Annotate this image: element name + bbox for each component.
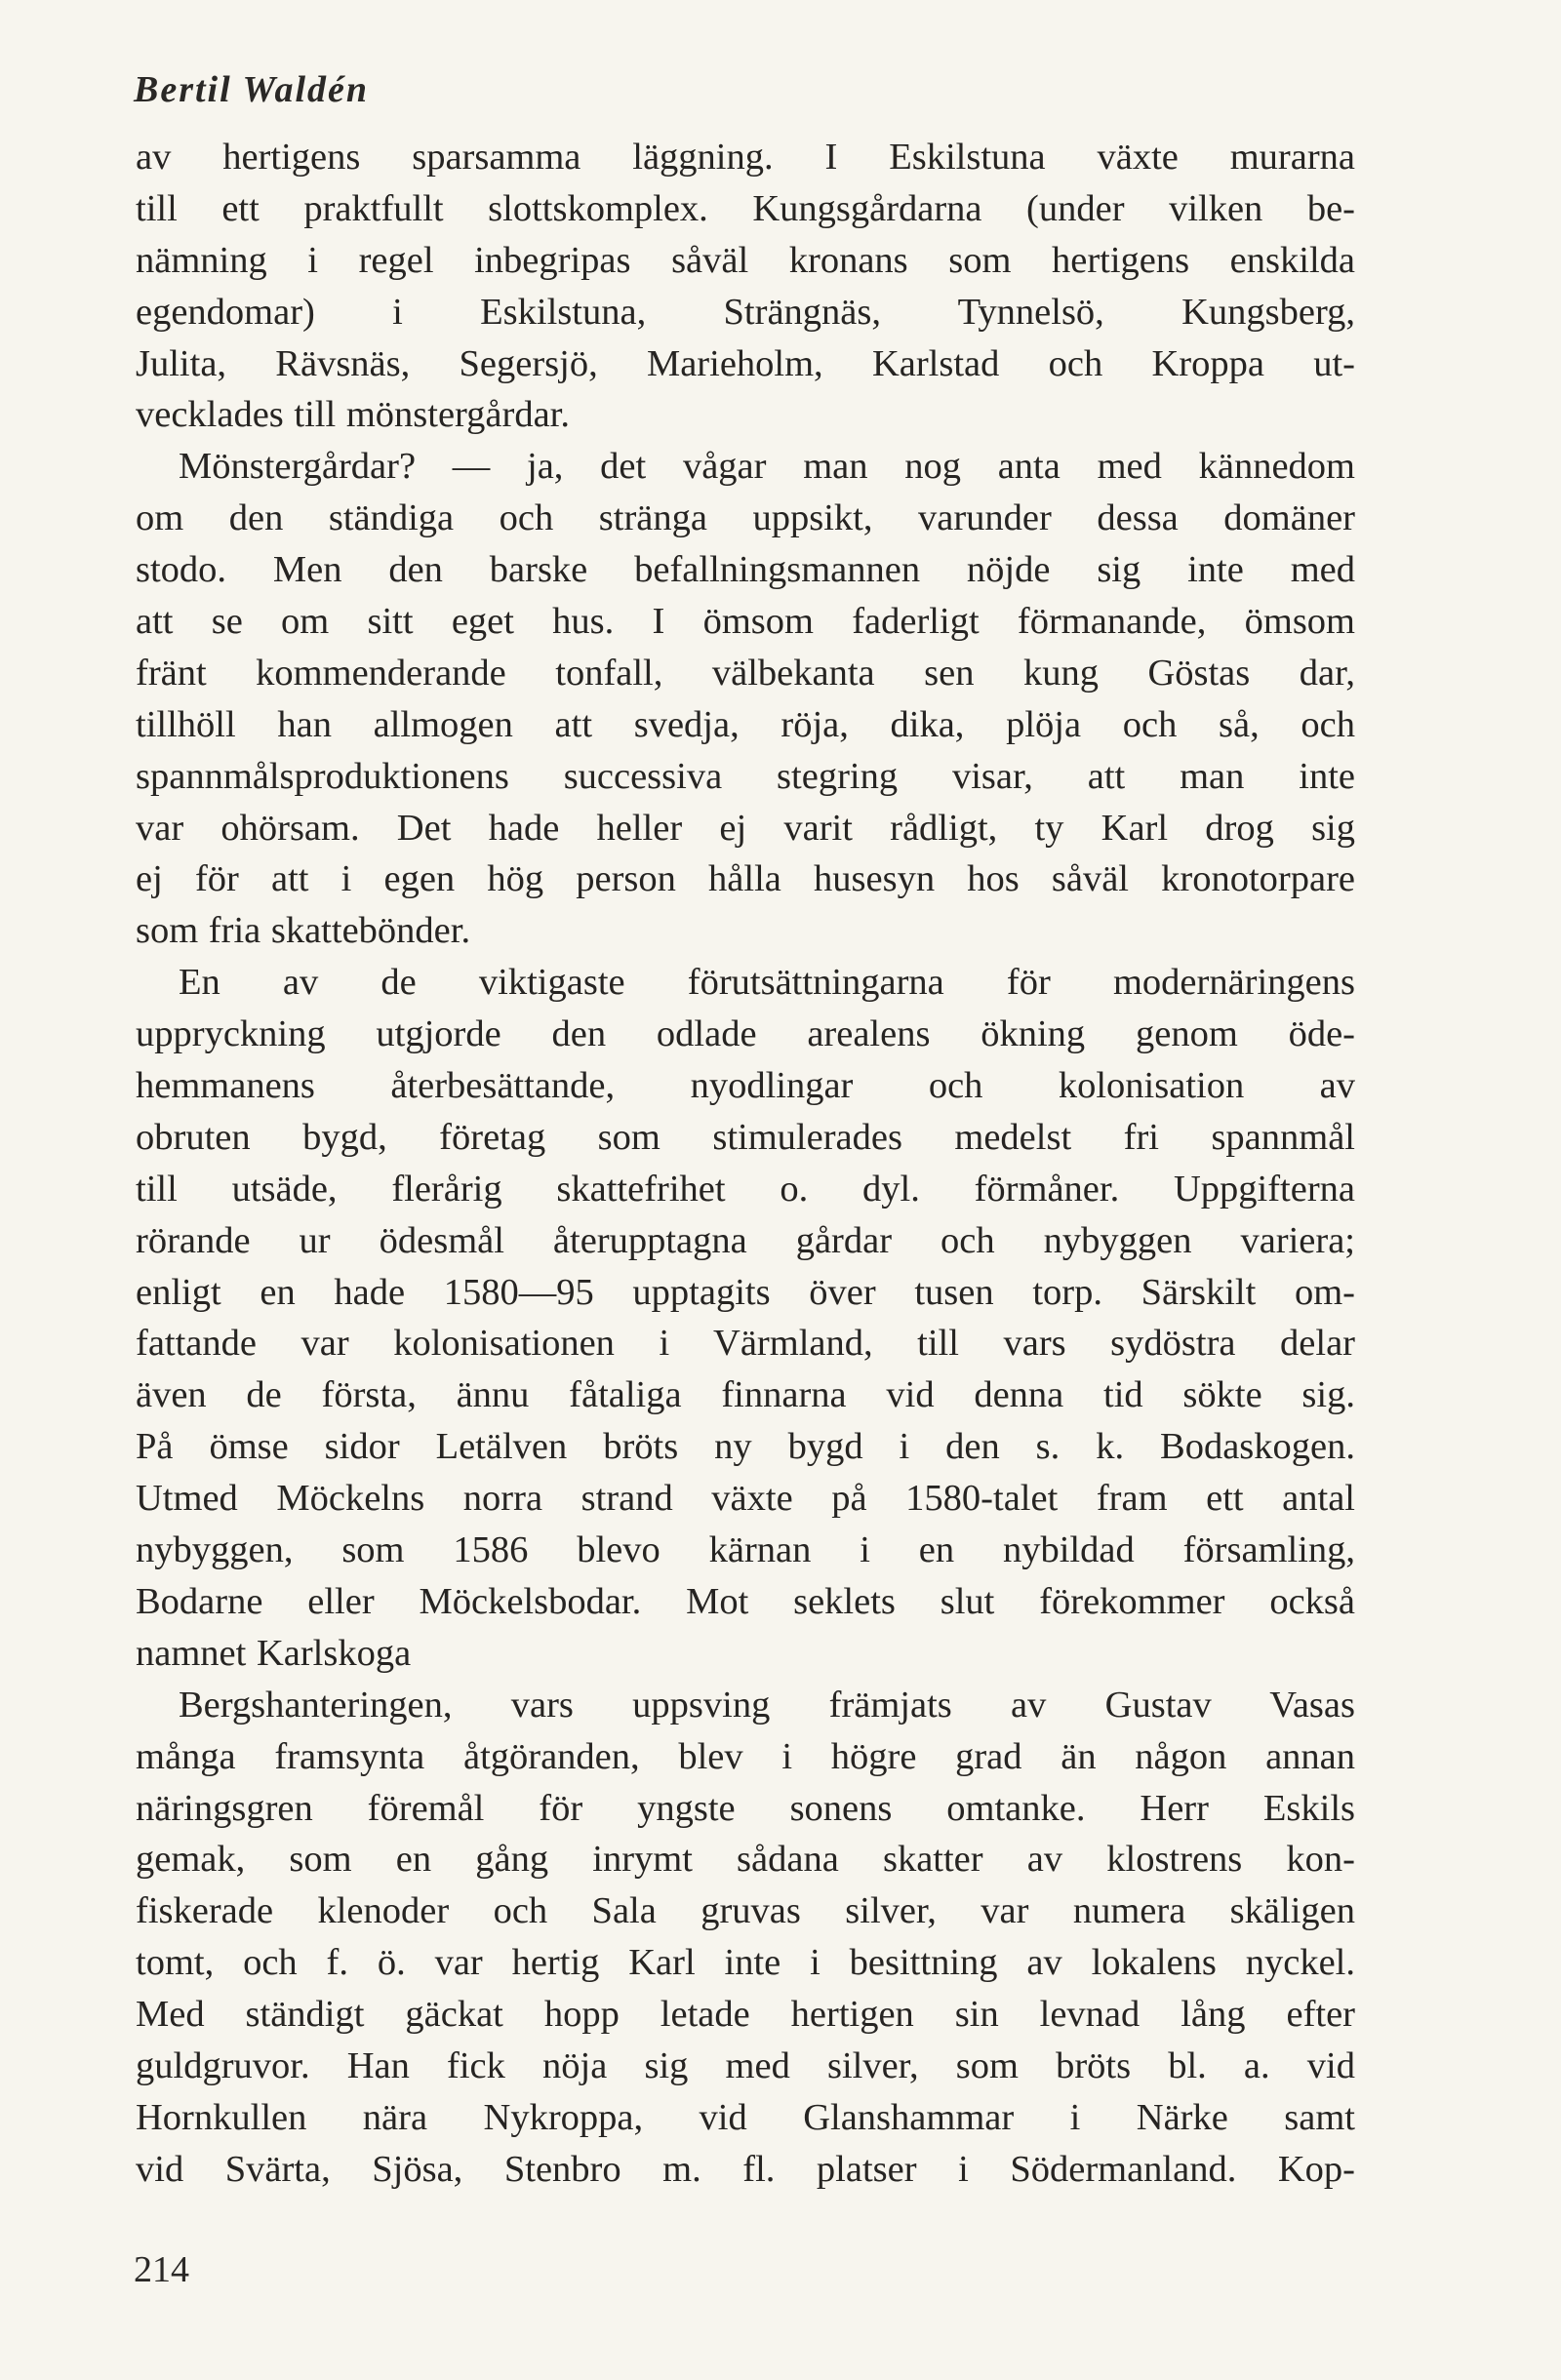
- text-line: till utsäde, flerårig skattefrihet o. dyl. förmåner. Uppgifterna: [136, 1168, 1355, 1210]
- text-line: Med ständigt gäckat hopp letade hertigen sin levnad lång efter: [136, 1994, 1355, 2036]
- text-line: stodo. Men den barske befallningsmannen nöjde sig inte med: [136, 549, 1355, 591]
- text-line: tillhöll han allmogen att svedja, röja, dika, plöja och så, och: [136, 703, 1355, 745]
- page-number: 214: [134, 2249, 189, 2290]
- text-line: Bergshanteringen, vars uppsving främjats av Gustav Vasas: [179, 1684, 1355, 1726]
- text-line: vecklades till mönstergårdar.: [136, 394, 570, 436]
- text-line: till ett praktfullt slottskomplex. Kungsgårdarna (under vilken be-: [136, 187, 1355, 229]
- text-line: spannmålsproduktionens successiva stegring visar, att man inte: [136, 755, 1355, 797]
- text-line: nämning i regel inbegripas såväl kronans som hertigens enskilda: [136, 239, 1355, 281]
- text-line: fränt kommenderande tonfall, välbekanta sen kung Göstas dar,: [136, 652, 1355, 694]
- text-line: Utmed Möckelns norra strand växte på 1580-talet fram ett antal: [136, 1478, 1355, 1520]
- text-line: På ömse sidor Letälven bröts ny bygd i den s. k. Bodaskogen.: [136, 1426, 1355, 1468]
- text-line: att se om sitt eget hus. I ömsom faderligt förmanande, ömsom: [136, 601, 1355, 643]
- text-line: vid Svärta, Sjösa, Stenbro m. fl. platser i Södermanland. Kop-: [136, 2148, 1355, 2190]
- text-line: var ohörsam. Det hade heller ej varit rådligt, ty Karl drog sig: [136, 807, 1355, 849]
- text-line: näringsgren föremål för yngste sonens omtanke. Herr Eskils: [136, 1787, 1355, 1829]
- text-line: nybyggen, som 1586 blevo kärnan i en nybildad församling,: [136, 1529, 1355, 1571]
- text-line: om den ständiga och stränga uppsikt, varunder dessa domäner: [136, 497, 1355, 539]
- text-line: uppryckning utgjorde den odlade arealens ökning genom öde-: [136, 1013, 1355, 1055]
- text-line: hemmanens återbesättande, nyodlingar och kolonisation av: [136, 1065, 1355, 1107]
- text-line: Bodarne eller Möckelsbodar. Mot seklets slut förekommer också: [136, 1580, 1355, 1622]
- text-line: Julita, Rävsnäs, Segersjö, Marieholm, Karlstad och Kroppa ut-: [136, 342, 1355, 384]
- text-line: tomt, och f. ö. var hertig Karl inte i besittning av lokalens nyckel.: [136, 1942, 1355, 1984]
- text-line: guldgruvor. Han fick nöja sig med silver, som bröts bl. a. vid: [136, 2044, 1355, 2086]
- running-head: Bertil Waldén: [134, 69, 370, 110]
- text-line: fattande var kolonisationen i Värmland, till vars sydöstra delar: [136, 1323, 1355, 1365]
- text-line: obruten bygd, företag som stimulerades medelst fri spannmål: [136, 1116, 1355, 1158]
- text-line: gemak, som en gång inrymt sådana skatter av klostrens kon-: [136, 1839, 1355, 1881]
- text-line: Mönstergårdar? — ja, det vågar man nog anta med kännedom: [179, 446, 1355, 488]
- body-text: [136, 132, 1355, 2196]
- text-line: egendomar) i Eskilstuna, Strängnäs, Tynnelsö, Kungsberg,: [136, 291, 1355, 333]
- text-line: som fria skattebönder.: [136, 910, 471, 952]
- text-line: namnet Karlskoga: [136, 1632, 412, 1674]
- text-line: många framsynta åtgöranden, blev i högre grad än någon annan: [136, 1735, 1355, 1777]
- text-line: fiskerade klenoder och Sala gruvas silver, var numera skäligen: [136, 1890, 1355, 1932]
- text-line: även de första, ännu fåtaliga finnarna vid denna tid sökte sig.: [136, 1374, 1355, 1416]
- text-line: Hornkullen nära Nykroppa, vid Glanshammar i Närke samt: [136, 2096, 1355, 2138]
- text-line: av hertigens sparsamma läggning. I Eskilstuna växte murarna: [136, 137, 1355, 178]
- text-line: En av de viktigaste förutsättningarna för modernäringens: [179, 962, 1355, 1004]
- text-line: enligt en hade 1580—95 upptagits över tusen torp. Särskilt om-: [136, 1271, 1355, 1313]
- text-line: ej för att i egen hög person hålla husesyn hos såväl kronotorpare: [136, 858, 1355, 900]
- text-line: rörande ur ödesmål återupptagna gårdar och nybyggen variera;: [136, 1219, 1355, 1261]
